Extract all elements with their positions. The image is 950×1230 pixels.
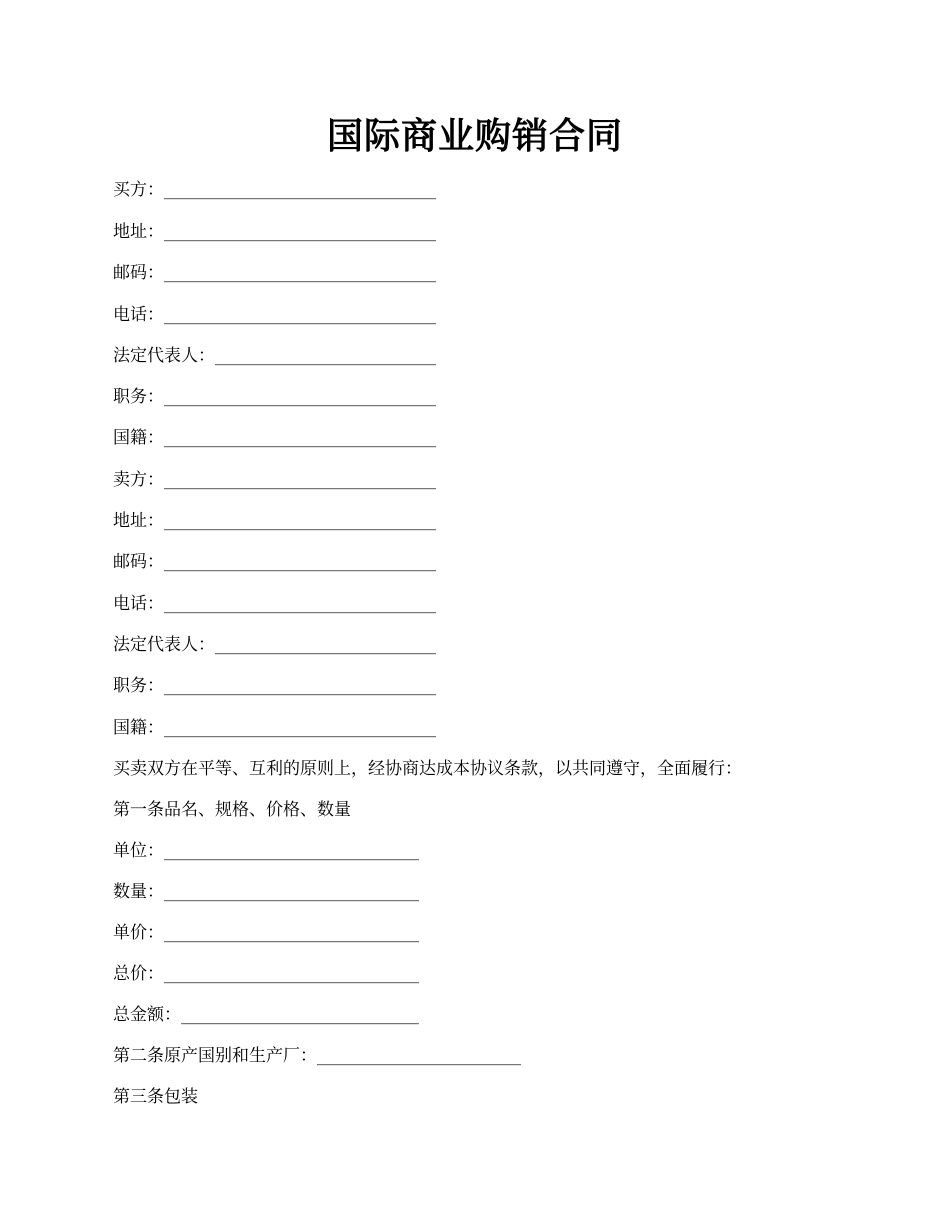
unit-line: 单位：______________________________ xyxy=(113,841,419,861)
seller-address-line: 地址：________________________________ xyxy=(113,511,436,531)
buyer-postcode-line: 邮码：________________________________ xyxy=(113,263,436,283)
buyer-position-line: 职务：________________________________ xyxy=(113,387,436,407)
document-title: 国际商业购销合同 xyxy=(326,115,623,157)
quantity-line: 数量：______________________________ xyxy=(113,882,419,902)
buyer-address-line: 地址：________________________________ xyxy=(113,222,436,242)
unit-price-line: 单价：______________________________ xyxy=(113,923,419,943)
buyer-legal-rep-line: 法定代表人：__________________________ xyxy=(113,346,436,366)
buyer-name-line: 买方：________________________________ xyxy=(113,180,436,200)
article-3-heading: 第三条包装 xyxy=(113,1087,198,1107)
seller-nationality-line: 国籍：________________________________ xyxy=(113,718,436,738)
total-price-line: 总价：______________________________ xyxy=(113,964,419,984)
preamble-paragraph: 买卖双方在平等、互利的原则上，经协商达成本协议条款，以共同遵守，全面履行： xyxy=(113,759,742,779)
buyer-phone-line: 电话：________________________________ xyxy=(113,305,436,325)
seller-postcode-line: 邮码：________________________________ xyxy=(113,552,436,572)
total-amount-line: 总金额：____________________________ xyxy=(113,1005,419,1025)
buyer-nationality-line: 国籍：________________________________ xyxy=(113,428,436,448)
seller-name-line: 卖方：________________________________ xyxy=(113,470,436,490)
seller-legal-rep-line: 法定代表人：__________________________ xyxy=(113,635,436,655)
article-1-heading: 第一条品名、规格、价格、数量 xyxy=(113,800,351,820)
article-2-line: 第二条原产国别和生产厂：________________________ xyxy=(113,1046,521,1066)
seller-phone-line: 电话：________________________________ xyxy=(113,594,436,614)
seller-position-line: 职务：________________________________ xyxy=(113,676,436,696)
